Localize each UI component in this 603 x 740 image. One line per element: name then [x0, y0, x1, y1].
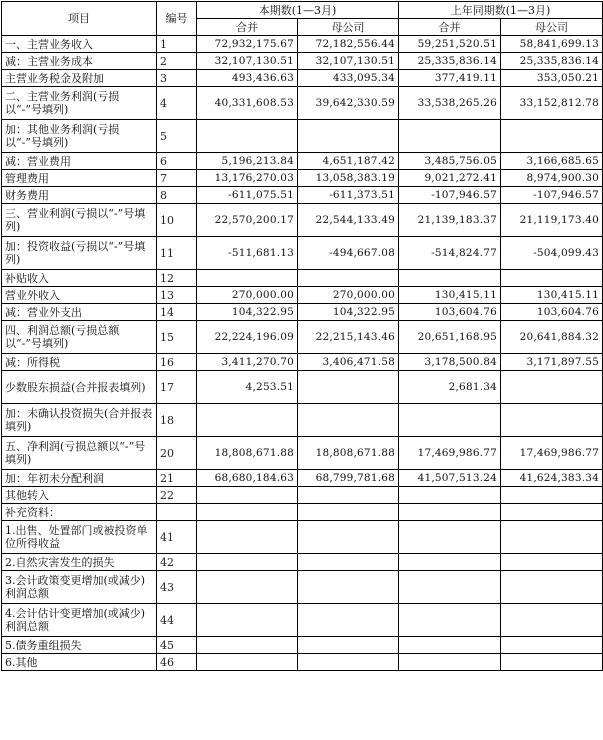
current-consolidated-value: 104,322.95 — [197, 304, 298, 321]
table-body — [2, 36, 603, 671]
prior-parent-value — [501, 404, 603, 437]
row-item: 加：投资收益(亏损以“-”号填列) — [2, 237, 157, 270]
prior-consolidated-value: 377,419.11 — [399, 70, 501, 87]
table-row — [2, 170, 603, 187]
table-row — [2, 354, 603, 371]
table-row — [2, 654, 603, 671]
row-number: 4 — [157, 87, 197, 120]
row-item: 管理费用 — [2, 170, 157, 187]
table-row — [2, 70, 603, 87]
row-number: 2 — [157, 53, 197, 70]
prior-parent-value: 103,604.76 — [501, 304, 603, 321]
current-parent-value: -611,373.51 — [298, 187, 399, 204]
current-consolidated-value: 5,196,213.84 — [197, 153, 298, 170]
current-parent-value — [298, 637, 399, 654]
row-item: 2.自然灾害发生的损失 — [2, 554, 157, 571]
prior-parent-value — [501, 120, 603, 153]
prior-consolidated-value — [399, 637, 501, 654]
prior-consolidated-value: 17,469,986.77 — [399, 437, 501, 470]
row-number: 12 — [157, 270, 197, 287]
row-number: 10 — [157, 204, 197, 237]
current-parent-value: 104,322.95 — [298, 304, 399, 321]
prior-parent-value — [501, 521, 603, 554]
current-parent-value: 3,406,471.58 — [298, 354, 399, 371]
current-parent-value: -494,667.08 — [298, 237, 399, 270]
row-item: 补充资料： — [2, 504, 157, 521]
row-number: 11 — [157, 237, 197, 270]
row-number: 45 — [157, 637, 197, 654]
prior-parent-value — [501, 554, 603, 571]
table-row — [2, 270, 603, 287]
current-parent-value: 22,544,133.49 — [298, 204, 399, 237]
table-row — [2, 437, 603, 470]
current-consolidated-value: 72,932,175.67 — [197, 36, 298, 53]
current-consolidated-value — [197, 504, 298, 521]
row-item: 4.会计估计变更增加(或减少)利润总额 — [2, 604, 157, 637]
current-consolidated-value: 3,411,270.70 — [197, 354, 298, 371]
row-number: 16 — [157, 354, 197, 371]
prior-parent-value: 21,119,173.40 — [501, 204, 603, 237]
table-row — [2, 470, 603, 487]
table-row — [2, 371, 603, 404]
row-item: 减：营业费用 — [2, 153, 157, 170]
current-parent-value: 433,095.34 — [298, 70, 399, 87]
current-parent-value: 72,182,556.44 — [298, 36, 399, 53]
current-parent-value — [298, 404, 399, 437]
row-number: 18 — [157, 404, 197, 437]
prior-parent-value — [501, 604, 603, 637]
table-header — [2, 2, 603, 36]
row-item: 补贴收入 — [2, 270, 157, 287]
row-item: 3.会计政策变更增加(或减少)利润总额 — [2, 571, 157, 604]
row-number: 8 — [157, 187, 197, 204]
current-consolidated-value: 270,000.00 — [197, 287, 298, 304]
row-item: 少数股东损益(合并报表填列) — [2, 371, 157, 404]
prior-consolidated-value — [399, 571, 501, 604]
prior-parent-value: 3,166,685.65 — [501, 153, 603, 170]
prior-consolidated-value — [399, 270, 501, 287]
current-consolidated-value — [197, 637, 298, 654]
row-item: 减：所得税 — [2, 354, 157, 371]
row-number: 6 — [157, 153, 197, 170]
current-parent-value: 32,107,130.51 — [298, 53, 399, 70]
current-consolidated-value — [197, 404, 298, 437]
row-number: 43 — [157, 571, 197, 604]
current-consolidated-value — [197, 270, 298, 287]
current-parent-value — [298, 571, 399, 604]
prior-consolidated-value: 41,507,513.24 — [399, 470, 501, 487]
prior-consolidated-value — [399, 654, 501, 671]
table-row — [2, 604, 603, 637]
current-parent-value: 22,215,143.46 — [298, 321, 399, 354]
table-row — [2, 187, 603, 204]
income-statement-table — [1, 1, 603, 671]
prior-parent-value — [501, 270, 603, 287]
row-item: 三、营业利润(亏损以“-”号填列) — [2, 204, 157, 237]
current-parent-value — [298, 604, 399, 637]
current-consolidated-value — [197, 604, 298, 637]
current-consolidated-value: -611,075.51 — [197, 187, 298, 204]
prior-consolidated-value: 33,538,265.26 — [399, 87, 501, 120]
current-consolidated-value — [197, 487, 298, 504]
current-parent-value — [298, 654, 399, 671]
table-row — [2, 53, 603, 70]
prior-parent-value: 33,152,812.78 — [501, 87, 603, 120]
current-parent-value — [298, 120, 399, 153]
prior-consolidated-value: 3,178,500.84 — [399, 354, 501, 371]
current-parent-value: 13,058,383.19 — [298, 170, 399, 187]
current-parent-value — [298, 521, 399, 554]
current-consolidated-value: 68,680,184.63 — [197, 470, 298, 487]
prior-consolidated-value — [399, 521, 501, 554]
header-prior-parent: 母公司 — [501, 19, 603, 36]
header-prior-consolidated: 合并 — [399, 19, 501, 36]
current-parent-value: 18,808,671.88 — [298, 437, 399, 470]
current-consolidated-value — [197, 120, 298, 153]
current-parent-value — [298, 487, 399, 504]
row-number: 46 — [157, 654, 197, 671]
row-item: 四、利润总额(亏损总额以“-”号填列) — [2, 321, 157, 354]
row-item: 加：未确认投资损失(合并报表填列) — [2, 404, 157, 437]
prior-consolidated-value: 9,021,272.41 — [399, 170, 501, 187]
header-current-period: 本期数(1—3月) — [197, 2, 399, 19]
prior-consolidated-value — [399, 504, 501, 521]
current-consolidated-value: 13,176,270.03 — [197, 170, 298, 187]
table-row — [2, 287, 603, 304]
current-parent-value — [298, 554, 399, 571]
row-number: 22 — [157, 487, 197, 504]
row-item: 减：营业外支出 — [2, 304, 157, 321]
prior-consolidated-value: -107,946.57 — [399, 187, 501, 204]
prior-parent-value — [501, 637, 603, 654]
current-consolidated-value — [197, 571, 298, 604]
current-consolidated-value: 22,224,196.09 — [197, 321, 298, 354]
row-number: 1 — [157, 36, 197, 53]
row-number — [157, 504, 197, 521]
table-row — [2, 521, 603, 554]
row-number: 21 — [157, 470, 197, 487]
prior-parent-value: 20,641,884.32 — [501, 321, 603, 354]
current-parent-value — [298, 371, 399, 404]
table-row — [2, 504, 603, 521]
current-consolidated-value — [197, 521, 298, 554]
prior-parent-value — [501, 371, 603, 404]
row-number: 13 — [157, 287, 197, 304]
prior-consolidated-value: 21,139,183.37 — [399, 204, 501, 237]
row-item: 营业外收入 — [2, 287, 157, 304]
table-row — [2, 487, 603, 504]
prior-parent-value: 25,335,836.14 — [501, 53, 603, 70]
current-consolidated-value: 4,253.51 — [197, 371, 298, 404]
prior-consolidated-value: 130,415.11 — [399, 287, 501, 304]
row-item: 5.债务重组损失 — [2, 637, 157, 654]
prior-consolidated-value — [399, 120, 501, 153]
prior-parent-value — [501, 571, 603, 604]
current-consolidated-value: 22,570,200.17 — [197, 204, 298, 237]
current-consolidated-value — [197, 654, 298, 671]
row-number: 3 — [157, 70, 197, 87]
prior-parent-value: 353,050.21 — [501, 70, 603, 87]
row-item: 1.出售、处置部门或被投资单位所得收益 — [2, 521, 157, 554]
table-row — [2, 36, 603, 53]
table-row — [2, 120, 603, 153]
header-prior-period: 上年同期数(1—3月) — [399, 2, 603, 19]
current-consolidated-value: 32,107,130.51 — [197, 53, 298, 70]
row-item: 财务费用 — [2, 187, 157, 204]
prior-consolidated-value: -514,824.77 — [399, 237, 501, 270]
row-number: 5 — [157, 120, 197, 153]
prior-consolidated-value: 25,335,836.14 — [399, 53, 501, 70]
current-consolidated-value — [197, 554, 298, 571]
table-row — [2, 554, 603, 571]
table-row — [2, 571, 603, 604]
prior-parent-value: 41,624,383.34 — [501, 470, 603, 487]
prior-parent-value: -107,946.57 — [501, 187, 603, 204]
table-row — [2, 321, 603, 354]
header-row-top — [2, 2, 603, 19]
prior-consolidated-value: 20,651,168.95 — [399, 321, 501, 354]
row-item: 6.其他 — [2, 654, 157, 671]
row-number: 20 — [157, 437, 197, 470]
current-parent-value — [298, 270, 399, 287]
row-item: 减：主营业务成本 — [2, 53, 157, 70]
table-row — [2, 153, 603, 170]
prior-consolidated-value — [399, 404, 501, 437]
prior-parent-value — [501, 487, 603, 504]
row-item: 加：年初未分配利润 — [2, 470, 157, 487]
prior-consolidated-value: 103,604.76 — [399, 304, 501, 321]
current-parent-value — [298, 504, 399, 521]
row-item: 其他转入 — [2, 487, 157, 504]
current-consolidated-value: 18,808,671.88 — [197, 437, 298, 470]
row-item: 一、主营业务收入 — [2, 36, 157, 53]
prior-consolidated-value: 2,681.34 — [399, 371, 501, 404]
current-parent-value: 4,651,187.42 — [298, 153, 399, 170]
prior-consolidated-value — [399, 487, 501, 504]
prior-parent-value: 8,974,900.30 — [501, 170, 603, 187]
table-row — [2, 237, 603, 270]
table-row — [2, 304, 603, 321]
prior-consolidated-value — [399, 604, 501, 637]
prior-parent-value: 17,469,986.77 — [501, 437, 603, 470]
row-number: 41 — [157, 521, 197, 554]
prior-consolidated-value — [399, 554, 501, 571]
prior-consolidated-value: 59,251,520.51 — [399, 36, 501, 53]
header-current-parent: 母公司 — [298, 19, 399, 36]
current-consolidated-value: 493,436.63 — [197, 70, 298, 87]
table-row — [2, 204, 603, 237]
row-number: 17 — [157, 371, 197, 404]
row-item: 五、净利润(亏损总额以“-”号填列) — [2, 437, 157, 470]
current-consolidated-value: 40,331,608.53 — [197, 87, 298, 120]
table-row — [2, 637, 603, 654]
row-number: 44 — [157, 604, 197, 637]
row-number: 14 — [157, 304, 197, 321]
prior-parent-value: 3,171,897.55 — [501, 354, 603, 371]
current-parent-value: 270,000.00 — [298, 287, 399, 304]
header-current-consolidated: 合并 — [197, 19, 298, 36]
prior-parent-value: 130,415.11 — [501, 287, 603, 304]
table-row — [2, 404, 603, 437]
header-item: 项目 — [2, 2, 157, 36]
current-parent-value: 39,642,330.59 — [298, 87, 399, 120]
row-number: 42 — [157, 554, 197, 571]
row-number: 7 — [157, 170, 197, 187]
prior-consolidated-value: 3,485,756.05 — [399, 153, 501, 170]
prior-parent-value — [501, 504, 603, 521]
row-item: 加：其他业务利润(亏损以“-”号填列) — [2, 120, 157, 153]
current-parent-value: 68,799,781.68 — [298, 470, 399, 487]
header-number: 编号 — [157, 2, 197, 36]
prior-parent-value: -504,099.43 — [501, 237, 603, 270]
current-consolidated-value: -511,681.13 — [197, 237, 298, 270]
row-number: 15 — [157, 321, 197, 354]
table-row — [2, 87, 603, 120]
prior-parent-value: 58,841,699.13 — [501, 36, 603, 53]
row-item: 二、主营业务利润(亏损以“-”号填列) — [2, 87, 157, 120]
prior-parent-value — [501, 654, 603, 671]
row-item: 主营业务税金及附加 — [2, 70, 157, 87]
